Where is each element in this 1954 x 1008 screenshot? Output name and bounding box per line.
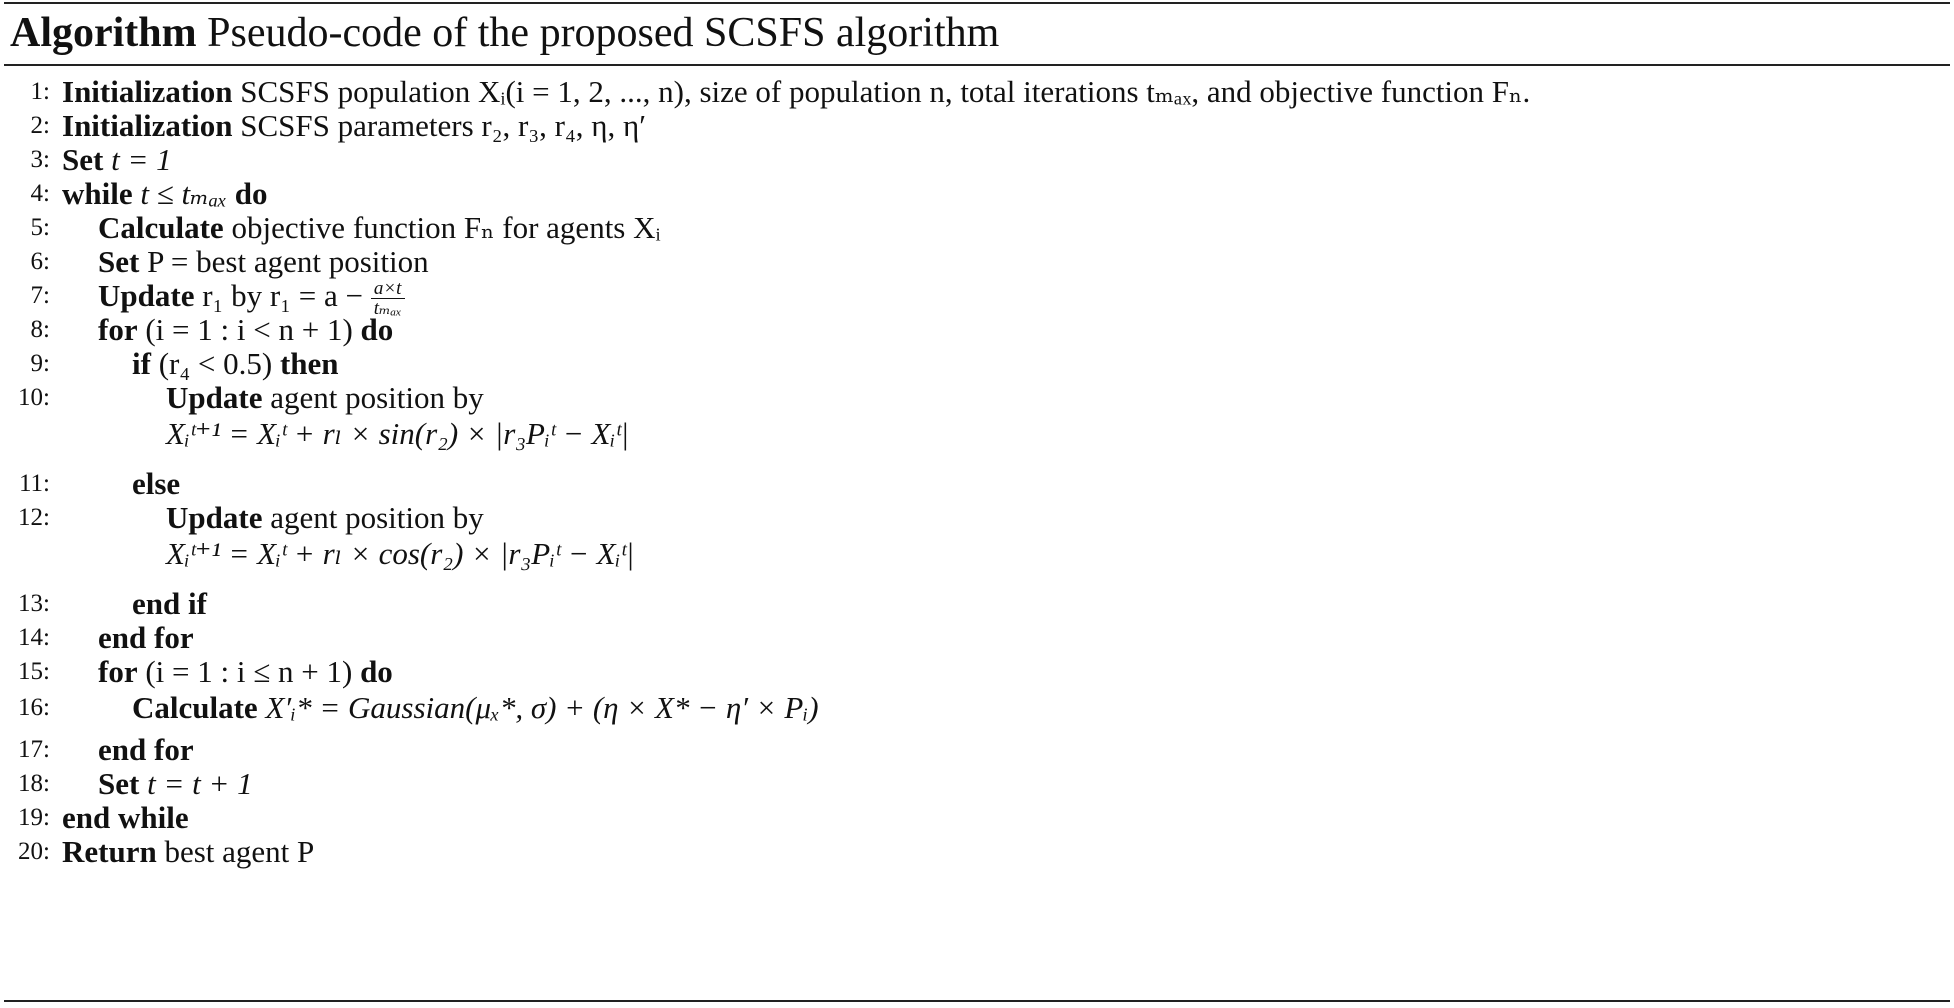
- line-number: 8:: [30, 316, 50, 343]
- line-number: 10:: [18, 384, 50, 411]
- caption-label: Algorithm: [10, 10, 197, 56]
- keyword: Initialization: [62, 108, 233, 143]
- line-number: 5:: [30, 214, 50, 241]
- keyword: Set: [98, 244, 140, 279]
- keyword-end: then: [279, 346, 339, 381]
- line-number: 4:: [30, 180, 50, 207]
- line-number: 12:: [18, 504, 50, 531]
- line-number: 3:: [30, 146, 50, 173]
- keyword: Set: [62, 142, 104, 177]
- top-rule: [4, 2, 1950, 4]
- line-text: X′ᵢ* = Gaussian(μₓ*, σ) + (η × X* − η′ × Pᵢ): [265, 690, 819, 725]
- keyword: end for: [98, 620, 194, 655]
- line-text: t = 1: [111, 142, 172, 177]
- keyword-end: do: [360, 312, 394, 347]
- line-text: objective function Fₙ for agents Xᵢ: [231, 210, 661, 245]
- fraction-numerator: a×t: [371, 279, 405, 299]
- keyword: if: [132, 346, 151, 381]
- keyword: Update: [98, 278, 195, 313]
- caption-title: Pseudo-code of the proposed SCSFS algorithm: [207, 10, 1000, 56]
- line-number: 18:: [18, 770, 50, 797]
- line-text: t = t + 1: [147, 766, 253, 801]
- keyword: else: [132, 466, 181, 501]
- bottom-rule: [4, 1000, 1950, 1002]
- line-number: 20:: [18, 838, 50, 865]
- caption-rule: [4, 64, 1950, 66]
- algorithm-box: [4, 2, 1950, 1002]
- line-text: P = best agent position: [147, 244, 429, 279]
- line-text: best agent P: [164, 834, 315, 869]
- line-number: 14:: [18, 624, 50, 651]
- line-text: agent position by: [270, 380, 484, 415]
- keyword: while: [62, 176, 133, 211]
- line-code: [98, 652, 393, 692]
- algorithm-caption: [10, 8, 999, 58]
- line-text: t ≤ tₘₐₓ: [140, 176, 228, 211]
- line-code: [166, 378, 484, 418]
- line-text: (r₄ < 0.5): [158, 346, 273, 381]
- line-text: r₁ by r₁ = a −: [202, 278, 363, 313]
- line-number: 17:: [18, 736, 50, 763]
- keyword: Calculate: [98, 210, 224, 245]
- line-number: 9:: [30, 350, 50, 377]
- line-text: (i = 1 : i ≤ n + 1): [145, 654, 353, 689]
- line-number: 2:: [30, 112, 50, 139]
- line-text: SCSFS population Xᵢ(i = 1, 2, ..., n), size of population n, total iterations tₘₐₓ, and objective function Fₙ.: [240, 74, 1531, 109]
- line-number: 19:: [18, 804, 50, 831]
- keyword: Calculate: [132, 690, 258, 725]
- keyword: Update: [166, 380, 263, 415]
- line-number: 15:: [18, 658, 50, 685]
- line-number: 1:: [30, 78, 50, 105]
- line-code: [166, 498, 484, 538]
- line-number: 11:: [18, 470, 50, 497]
- fraction-denominator: tₘₐₓ: [373, 298, 402, 320]
- line-code: [62, 832, 314, 872]
- line-number: 6:: [30, 248, 50, 275]
- line-number: 13:: [18, 590, 50, 617]
- line-text: SCSFS parameters r₂, r₃, r₄, η, η′: [240, 108, 646, 143]
- keyword: Set: [98, 766, 140, 801]
- keyword: end if: [132, 586, 207, 621]
- keyword: end while: [62, 800, 189, 835]
- line-formula: Xᵢᵗ⁺¹ = Xᵢᵗ + rₗ × sin(r₂) × |r₃Pᵢᵗ − Xᵢᵗ|: [166, 416, 630, 451]
- line-text: (i = 1 : i < n + 1): [145, 312, 353, 347]
- line-number: 16:: [18, 694, 50, 721]
- line-number: 7:: [30, 282, 50, 309]
- keyword: Initialization: [62, 74, 233, 109]
- keyword: Return: [62, 834, 157, 869]
- line-text: agent position by: [270, 500, 484, 535]
- line-formula: Xᵢᵗ⁺¹ = Xᵢᵗ + rₗ × cos(r₂) × |r₃Pᵢᵗ − Xᵢᵗ|: [166, 536, 635, 571]
- keyword-end: do: [360, 654, 393, 689]
- keyword-end: do: [234, 176, 268, 211]
- keyword: end for: [98, 732, 194, 767]
- keyword: Update: [166, 500, 263, 535]
- line-code: [132, 688, 819, 728]
- keyword: for: [98, 654, 138, 689]
- keyword: for: [98, 312, 138, 347]
